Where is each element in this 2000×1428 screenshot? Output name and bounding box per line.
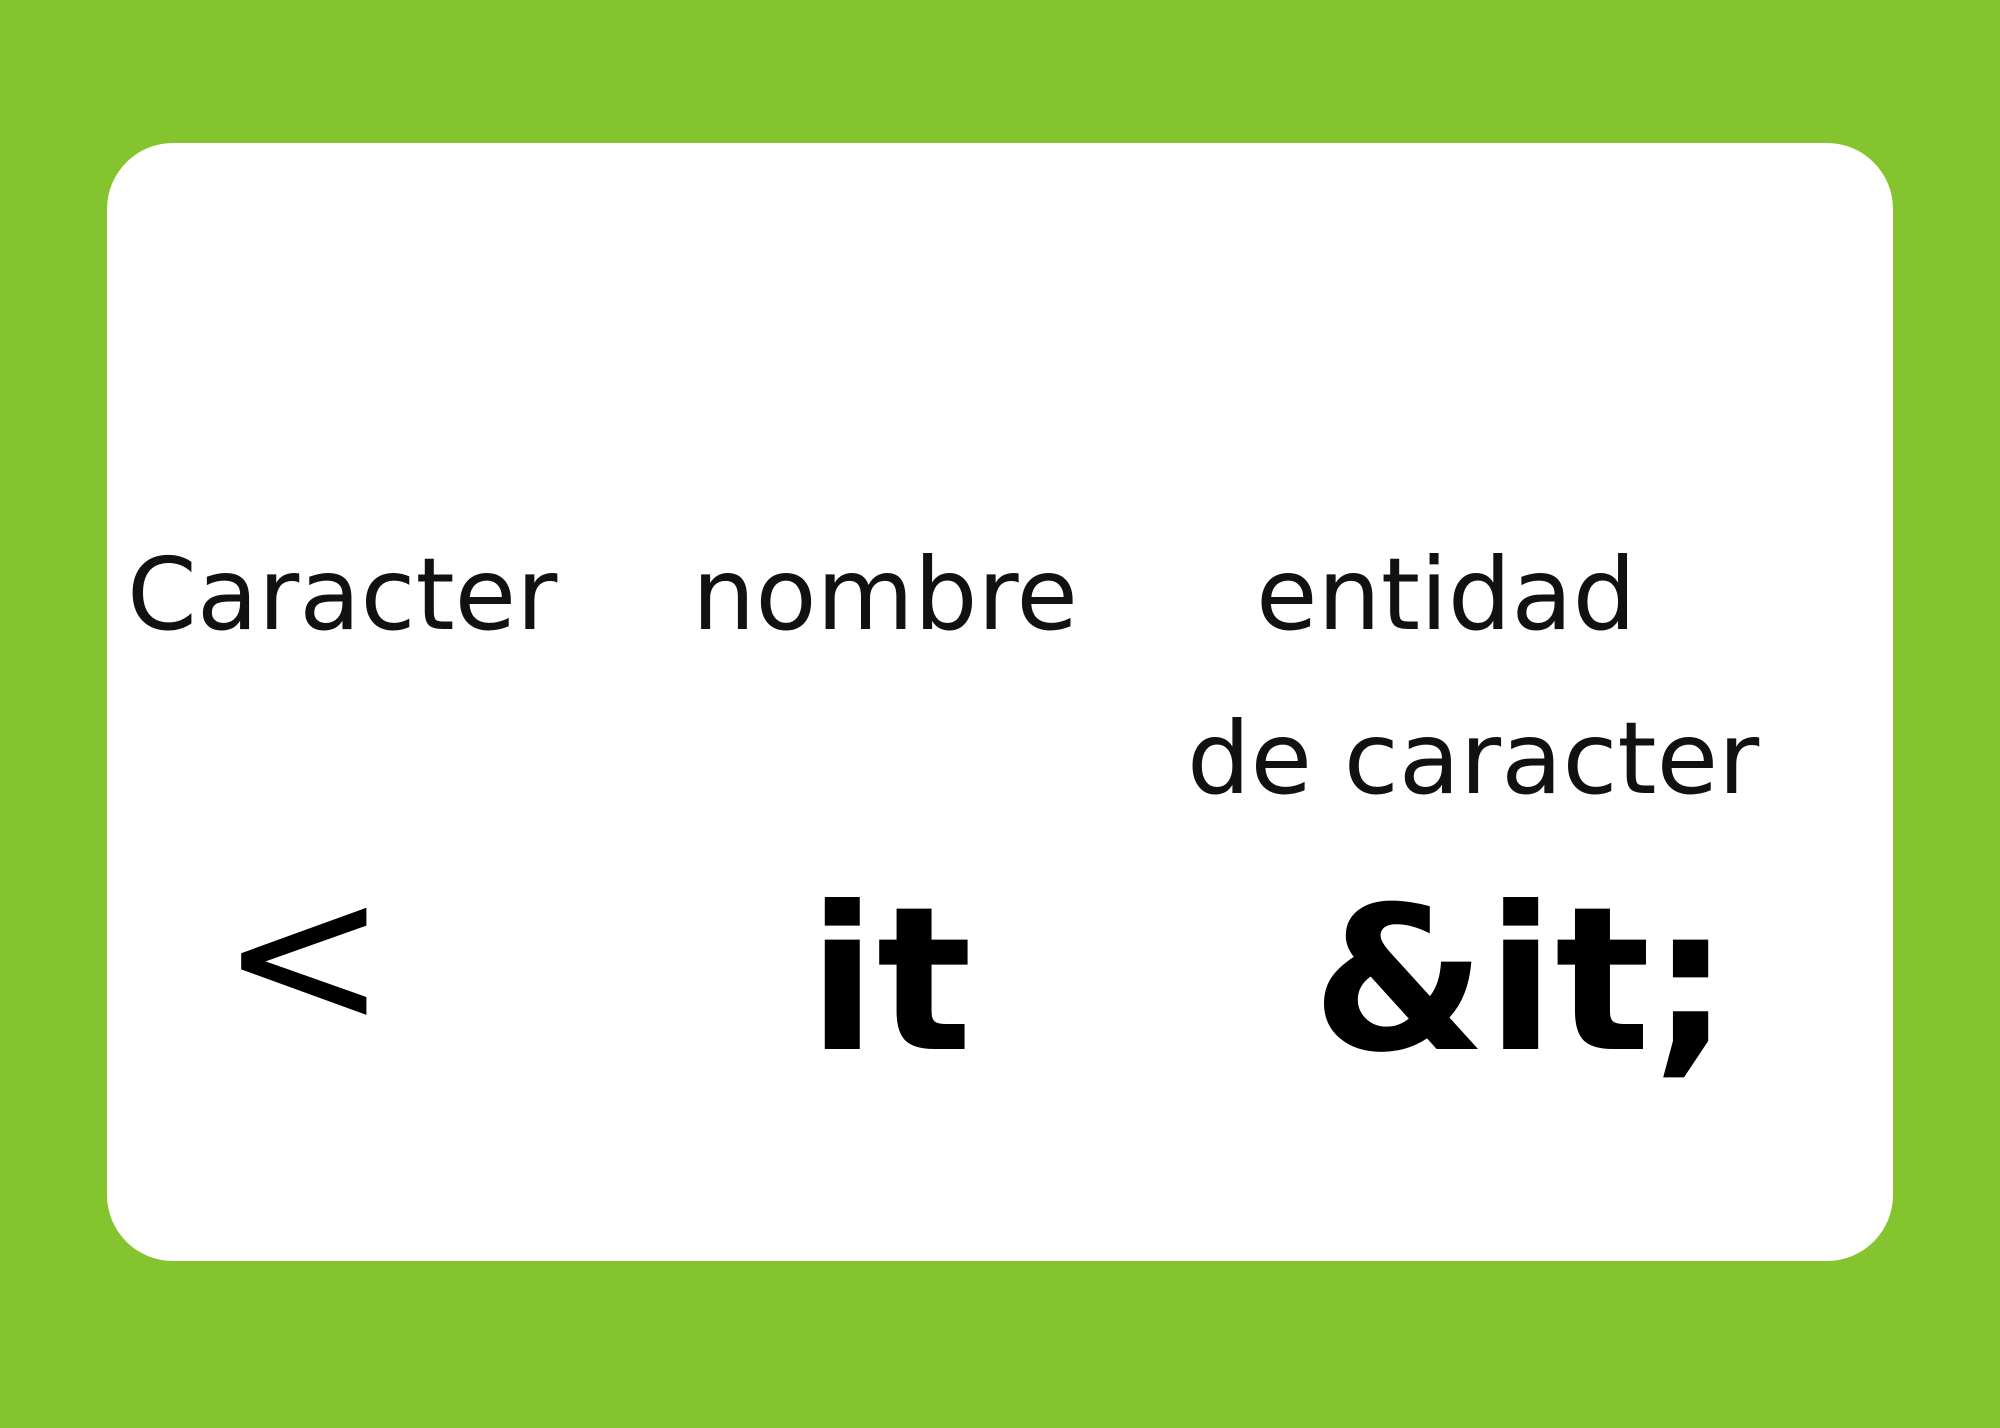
value-entity: &it;: [1312, 864, 1731, 1097]
header-name: nombre: [692, 536, 1078, 653]
header-entity-line2: de caracter: [1187, 700, 1760, 817]
header-entity-line1: entidad: [1256, 536, 1637, 653]
header-character: Caracter: [127, 536, 558, 653]
value-character: <: [220, 839, 388, 1072]
value-name: it: [808, 864, 973, 1097]
